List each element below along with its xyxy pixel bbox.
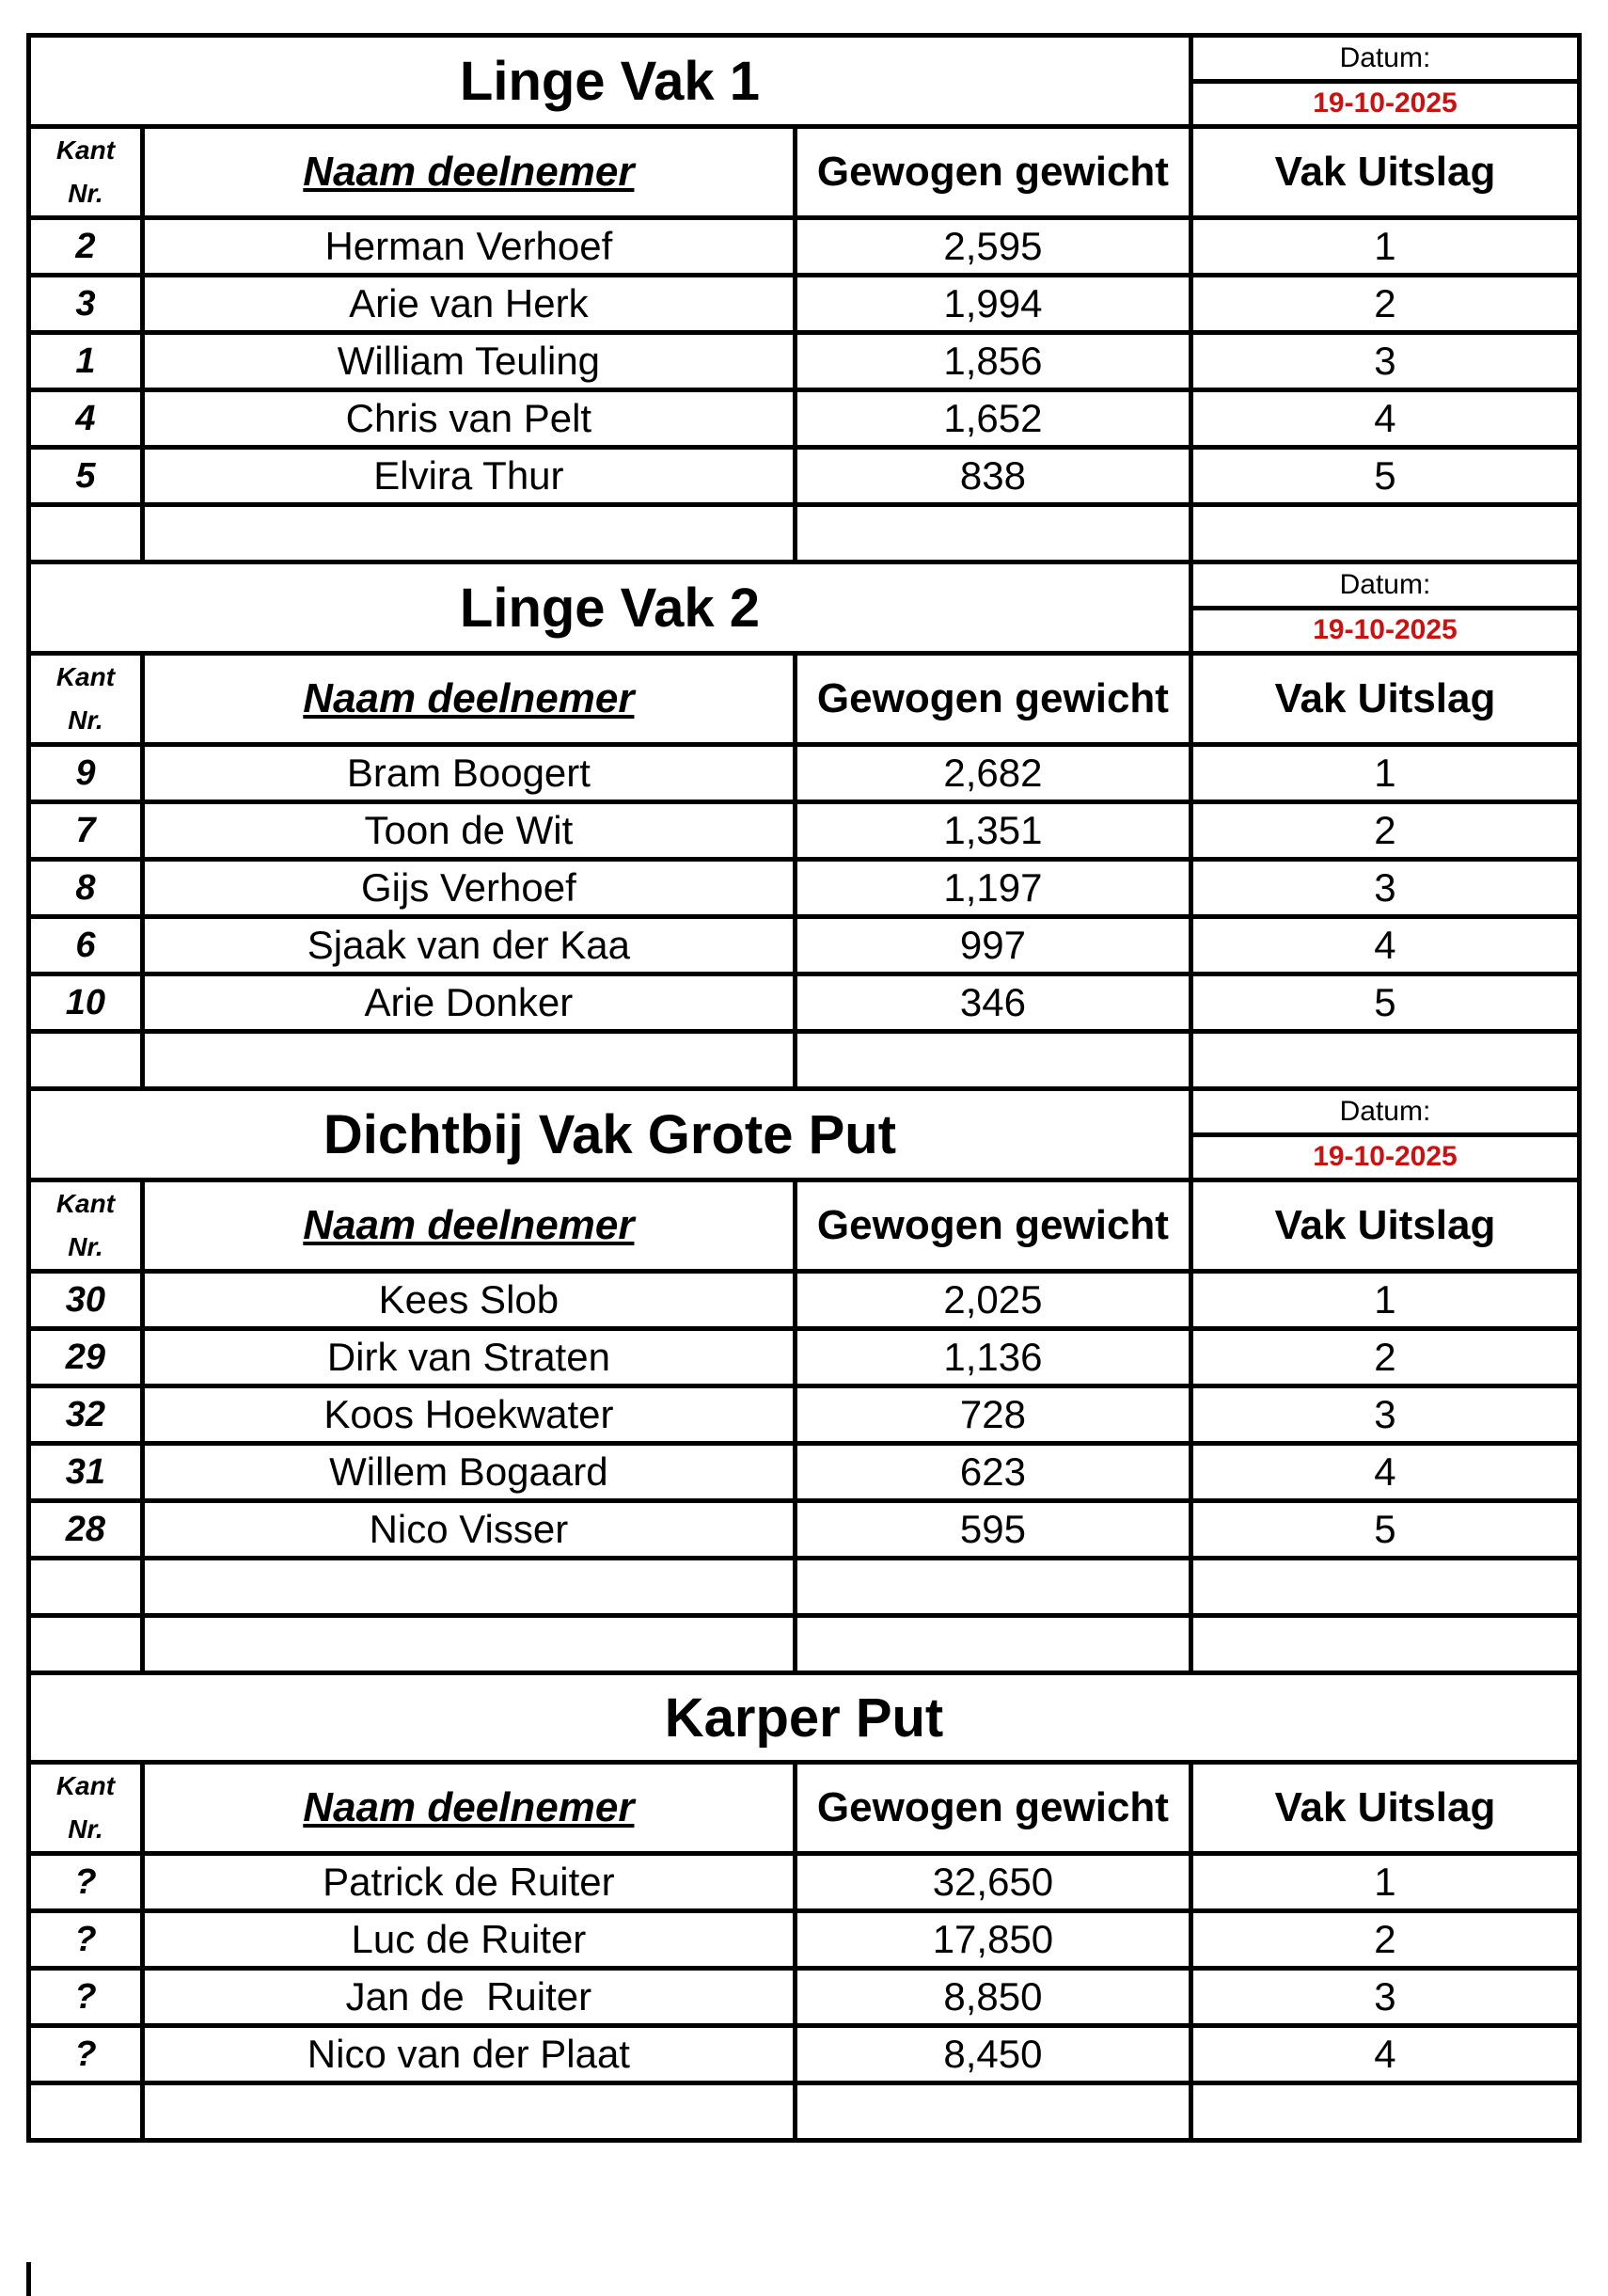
datum-label: Datum:	[1193, 564, 1577, 610]
header-gewicht: Gewogen gewicht	[795, 1180, 1190, 1272]
section-title: Dichtbij Vak Grote Put	[29, 1089, 1191, 1180]
empty-row	[29, 1032, 1580, 1089]
section-karper-put	[26, 1671, 1582, 2143]
datum-label: Datum:	[1193, 1091, 1577, 1137]
section-table	[26, 1671, 1582, 2143]
table-row: ? Jan de Ruiter 8,850 3	[29, 1969, 1580, 2026]
empty-row	[29, 2083, 1580, 2141]
header-naam: Naam deelnemer	[142, 1180, 795, 1272]
table-row: 7 Toon de Wit 1,351 2	[29, 802, 1580, 860]
datum-value: 19-10-2025	[1313, 614, 1458, 646]
table-row: 31 Willem Bogaard 623 4	[29, 1444, 1580, 1501]
results-sheet	[26, 33, 1582, 2143]
header-naam: Naam deelnemer	[142, 127, 795, 218]
table-row: ? Luc de Ruiter 17,850 2	[29, 1911, 1580, 1969]
table-row: ? Nico van der Plaat 8,450 4	[29, 2026, 1580, 2083]
section-linge-vak-2	[26, 560, 1582, 1091]
table-row: 3 Arie van Herk 1,994 2	[29, 276, 1580, 333]
header-kant-nr: Kant Nr.	[29, 1180, 143, 1272]
table-row: 2 Herman Verhoef 2,595 1	[29, 218, 1580, 276]
datum-value: 19-10-2025	[1313, 87, 1458, 119]
header-gewicht: Gewogen gewicht	[795, 1763, 1190, 1854]
section-table	[26, 33, 1582, 564]
datum-label: Datum:	[1193, 38, 1577, 84]
table-row: 32 Koos Hoekwater 728 3	[29, 1386, 1580, 1444]
empty-row	[29, 1616, 1580, 1673]
header-uitslag: Vak Uitslag	[1190, 127, 1579, 218]
table-row: 4 Chris van Pelt 1,652 4	[29, 390, 1580, 448]
header-naam: Naam deelnemer	[142, 654, 795, 745]
datum-box	[1190, 36, 1579, 127]
header-gewicht: Gewogen gewicht	[795, 654, 1190, 745]
header-uitslag: Vak Uitslag	[1190, 654, 1579, 745]
header-kant-nr: Kant Nr.	[29, 127, 143, 218]
header-kant-nr: Kant Nr.	[29, 1763, 143, 1854]
header-naam: Naam deelnemer	[142, 1763, 795, 1854]
table-row: 1 William Teuling 1,856 3	[29, 333, 1580, 390]
page-edge-line	[26, 2262, 31, 2296]
section-title: Linge Vak 2	[29, 562, 1191, 654]
table-row: 9 Bram Boogert 2,682 1	[29, 745, 1580, 802]
section-table	[26, 1086, 1582, 1675]
table-row: 28 Nico Visser 595 5	[29, 1501, 1580, 1559]
table-row: 29 Dirk van Straten 1,136 2	[29, 1329, 1580, 1386]
datum-box	[1190, 1089, 1579, 1180]
header-uitslag: Vak Uitslag	[1190, 1180, 1579, 1272]
section-dichtbij-vak-grote-put	[26, 1086, 1582, 1675]
datum-box	[1190, 562, 1579, 654]
header-uitslag: Vak Uitslag	[1190, 1763, 1579, 1854]
table-row: ? Patrick de Ruiter 32,650 1	[29, 1854, 1580, 1911]
table-row: 8 Gijs Verhoef 1,197 3	[29, 860, 1580, 917]
header-kant-nr: Kant Nr.	[29, 654, 143, 745]
table-row: 10 Arie Donker 346 5	[29, 974, 1580, 1032]
header-gewicht: Gewogen gewicht	[795, 127, 1190, 218]
datum-value: 19-10-2025	[1313, 1141, 1458, 1173]
table-row: 30 Kees Slob 2,025 1	[29, 1272, 1580, 1329]
empty-row	[29, 1559, 1580, 1616]
section-title: Karper Put	[29, 1673, 1580, 1763]
section-table	[26, 560, 1582, 1091]
table-row: 5 Elvira Thur 838 5	[29, 448, 1580, 505]
section-linge-vak-1	[26, 33, 1582, 564]
section-title: Linge Vak 1	[29, 36, 1191, 127]
table-row: 6 Sjaak van der Kaa 997 4	[29, 917, 1580, 974]
empty-row	[29, 505, 1580, 562]
